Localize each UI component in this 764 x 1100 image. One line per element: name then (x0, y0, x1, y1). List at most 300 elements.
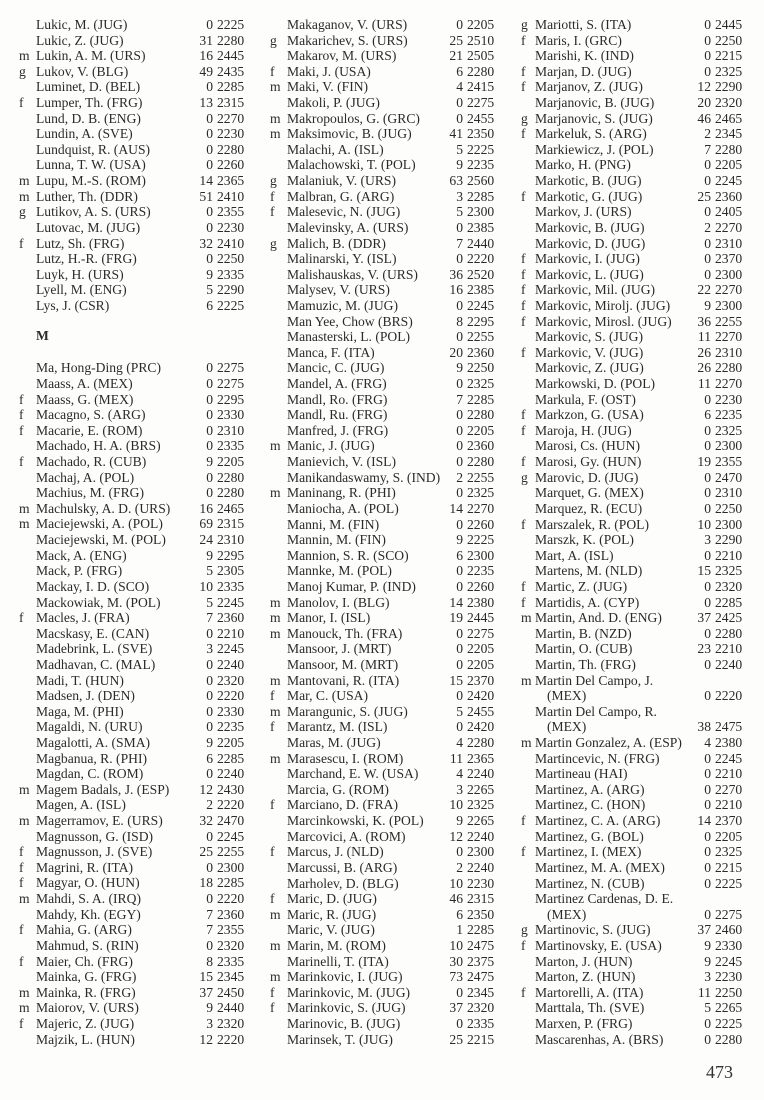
rating: 2450 (217, 984, 245, 1000)
player-entry (0, 844, 250, 860)
player-name: Madsen, J. (DEN) (36, 688, 135, 704)
player-name: Martinez, C. A. (ARG) (535, 813, 661, 829)
player-name: Martineau (HAI) (535, 766, 628, 782)
games-count: 0 (704, 781, 711, 797)
games-count: 37 (449, 1000, 463, 1016)
player-entry (251, 766, 503, 782)
rating: 2280 (467, 63, 495, 79)
player-entry (503, 891, 753, 907)
rating: 2365 (467, 750, 495, 766)
player-name: Marquez, R. (ECU) (535, 500, 643, 516)
rating: 2280 (467, 407, 495, 423)
rating: 2300 (715, 438, 743, 454)
games-count: 16 (449, 282, 463, 298)
games-count: 11 (697, 329, 711, 345)
title-marker: m (270, 610, 281, 626)
games-count: 0 (206, 360, 213, 376)
player-entry (503, 797, 753, 813)
games-count: 14 (449, 500, 463, 516)
player-entry (0, 751, 250, 767)
title-marker: m (521, 735, 532, 751)
player-entry (0, 64, 250, 80)
games-count: 1 (456, 922, 463, 938)
player-entry (0, 501, 250, 517)
games-count: 0 (206, 204, 213, 220)
games-count: 0 (206, 859, 213, 875)
games-count: 25 (449, 32, 463, 48)
player-name: Mandel, A. (FRG) (287, 376, 387, 392)
player-entry (503, 282, 753, 298)
player-entry (251, 813, 503, 829)
rating: 2275 (467, 95, 495, 111)
player-name: Mahia, G. (ARG) (36, 922, 132, 938)
games-count: 46 (697, 110, 711, 126)
rating: 2280 (715, 1031, 743, 1047)
player-entry (503, 641, 753, 657)
player-name: Mackay, I. D. (SCO) (36, 578, 150, 594)
rating: 2275 (715, 906, 743, 922)
player-name: Marchand, E. W. (USA) (287, 766, 419, 782)
player-name: Manasterski, L. (POL) (287, 329, 411, 345)
rating: 2370 (715, 251, 743, 267)
player-name: Markovic, B. (JUG) (535, 219, 645, 235)
games-count: 0 (456, 251, 463, 267)
player-name: Martens, M. (NLD) (535, 563, 643, 579)
games-count: 9 (456, 157, 463, 173)
title-marker: m (521, 672, 532, 688)
player-name: Maras, M. (JUG) (287, 735, 381, 751)
player-name: Markiewicz, J. (POL) (535, 141, 654, 157)
player-name: Martinez, I. (MEX) (535, 844, 642, 860)
title-marker: f (19, 407, 24, 423)
games-count: 5 (456, 703, 463, 719)
games-count: 6 (456, 547, 463, 563)
games-count: 7 (704, 141, 711, 157)
games-count: 0 (704, 625, 711, 641)
games-count: 4 (456, 79, 463, 95)
player-name: Marszk, K. (POL) (535, 532, 634, 548)
player-entry (503, 360, 753, 376)
title-marker: f (19, 859, 24, 875)
player-name: Marovic, D. (JUG) (535, 469, 639, 485)
title-marker: f (521, 344, 526, 360)
player-name: Luyk, H. (URS) (36, 266, 124, 282)
rating: 2225 (217, 17, 245, 32)
rating: 2320 (715, 578, 743, 594)
player-entry (251, 17, 503, 33)
player-entry (503, 907, 753, 923)
games-count: 9 (456, 532, 463, 548)
rating: 2245 (467, 297, 495, 313)
games-count: 18 (199, 875, 213, 891)
games-count: 10 (449, 937, 463, 953)
rating: 2225 (715, 875, 743, 891)
player-name: Manic, J. (JUG) (287, 438, 375, 454)
games-count: 5 (456, 141, 463, 157)
title-marker: f (521, 282, 526, 298)
column-1 (0, 17, 250, 1047)
games-count: 36 (697, 313, 711, 329)
title-marker: m (270, 594, 281, 610)
games-count: 0 (704, 32, 711, 48)
player-entry (251, 438, 503, 454)
player-name: Mack, A. (ENG) (36, 547, 127, 563)
player-entry (0, 704, 250, 720)
rating: 2445 (467, 610, 495, 626)
player-name: Marjanov, Z. (JUG) (535, 79, 643, 95)
player-name: Mascarenhas, A. (BRS) (535, 1031, 664, 1047)
player-name: Malaniuk, V. (URS) (287, 173, 397, 189)
player-name: Macles, J. (FRA) (36, 610, 130, 626)
rating: 2455 (467, 703, 495, 719)
games-count: 0 (704, 204, 711, 220)
games-count: 7 (456, 235, 463, 251)
player-entry (251, 470, 503, 486)
player-name: Markovic, Z. (JUG) (535, 360, 644, 376)
player-name: Lundin, A. (SVE) (36, 126, 133, 142)
player-name: Maniocha, A. (POL) (287, 500, 399, 516)
player-name: Maiorov, V. (URS) (36, 1000, 139, 1016)
player-name: Malachi, A. (ISL) (287, 141, 384, 157)
player-entry (503, 329, 753, 345)
player-name: Manor, I. (ISL) (287, 610, 371, 626)
games-count: 0 (456, 454, 463, 470)
title-marker: g (521, 922, 528, 938)
player-entry (0, 454, 250, 470)
games-count: 0 (206, 438, 213, 454)
rating: 2410 (217, 235, 245, 251)
rating: 2510 (467, 32, 495, 48)
player-entry (0, 875, 250, 891)
player-entry (503, 267, 753, 283)
player-name: Martin Del Campo, R. (535, 703, 657, 719)
games-count: 4 (704, 735, 711, 751)
rating: 2275 (217, 375, 245, 391)
rating: 2205 (467, 17, 495, 32)
rating: 2360 (467, 438, 495, 454)
rating: 2245 (217, 828, 245, 844)
player-entry (503, 548, 753, 564)
player-entry (503, 454, 753, 470)
player-entry (503, 501, 753, 517)
player-entry (251, 251, 503, 267)
player-entry (251, 735, 503, 751)
games-count: 0 (704, 485, 711, 501)
games-count: 9 (704, 953, 711, 969)
player-name: Lund, D. B. (ENG) (36, 110, 141, 126)
player-entry (0, 626, 250, 642)
title-marker: f (521, 844, 526, 860)
title-marker: f (19, 391, 24, 407)
rating: 2465 (715, 110, 743, 126)
player-name: Mar, C. (USA) (287, 688, 369, 704)
player-name: Makaganov, V. (URS) (287, 17, 408, 32)
title-marker: m (19, 188, 30, 204)
games-count: 0 (206, 219, 213, 235)
rating: 2295 (467, 313, 495, 329)
player-entry (251, 298, 503, 314)
rating: 2315 (467, 891, 495, 907)
rating: 2440 (217, 1000, 245, 1016)
player-name: Marosi, Cs. (HUN) (535, 438, 640, 454)
player-name: Martinez, A. (ARG) (535, 781, 645, 797)
player-entry (503, 126, 753, 142)
title-marker: f (19, 422, 24, 438)
player-name: Man Yee, Chow (BRS) (287, 313, 413, 329)
rating: 2290 (715, 532, 743, 548)
rating: 2350 (467, 126, 495, 142)
player-entry (251, 392, 503, 408)
player-name: Marangunic, S. (JUG) (287, 703, 408, 719)
rating: 2355 (217, 204, 245, 220)
player-name: Makarichev, S. (URS) (287, 32, 408, 48)
player-entry (251, 595, 503, 611)
rating: 2245 (715, 173, 743, 189)
player-entry (251, 688, 503, 704)
games-count: 0 (456, 688, 463, 704)
player-entry (503, 48, 753, 64)
column-3 (503, 17, 753, 1047)
rating: 2285 (467, 391, 495, 407)
games-count: 0 (206, 937, 213, 953)
games-count: 0 (206, 469, 213, 485)
title-marker: f (521, 937, 526, 953)
page-number: 473 (706, 1062, 733, 1082)
rating: 2300 (467, 204, 495, 220)
player-entry (503, 751, 753, 767)
games-count: 10 (449, 797, 463, 813)
title-marker: f (270, 719, 275, 735)
player-entry (0, 891, 250, 907)
title-marker: f (521, 984, 526, 1000)
games-count: 0 (456, 516, 463, 532)
rating: 2460 (715, 922, 743, 938)
player-name: Marton, Z. (HUN) (535, 969, 636, 985)
rating: 2285 (467, 922, 495, 938)
games-count: 12 (697, 79, 711, 95)
title-marker: g (270, 32, 277, 48)
title-marker: f (19, 922, 24, 938)
player-name: Malich, B. (DDR) (287, 235, 386, 251)
rating: 2300 (715, 516, 743, 532)
player-name: Maric, R. (JUG) (287, 906, 377, 922)
games-count: 31 (199, 32, 213, 48)
rating: 2270 (467, 500, 495, 516)
title-marker: m (19, 500, 30, 516)
games-count: 0 (456, 297, 463, 313)
games-count: 0 (456, 110, 463, 126)
player-entry (503, 532, 753, 548)
rating: 2465 (217, 500, 245, 516)
player-name: Magbanua, R. (PHI) (36, 750, 147, 766)
title-marker: f (270, 844, 275, 860)
games-count: 0 (704, 766, 711, 782)
rating: 2265 (467, 813, 495, 829)
player-entry (503, 236, 753, 252)
rating: 2275 (217, 360, 245, 376)
rating: 2380 (715, 735, 743, 751)
player-name: (MEX) (547, 688, 587, 704)
games-count: 0 (206, 656, 213, 672)
player-entry (503, 142, 753, 158)
title-marker: g (521, 110, 528, 126)
games-count: 0 (456, 844, 463, 860)
player-entry (251, 876, 503, 892)
games-count: 0 (456, 219, 463, 235)
player-entry (251, 282, 503, 298)
rating: 2325 (467, 797, 495, 813)
player-entry (251, 1016, 503, 1032)
title-marker: f (521, 63, 526, 79)
player-entry (0, 548, 250, 564)
player-entry (0, 532, 250, 548)
title-marker: f (521, 251, 526, 267)
rating: 2240 (217, 766, 245, 782)
title-marker: g (521, 17, 528, 32)
player-name: Marholev, D. (BLG) (287, 875, 399, 891)
player-name: Lumper, Th. (FRG) (36, 95, 143, 111)
rating: 2210 (217, 625, 245, 641)
player-name: Malysev, V. (URS) (287, 282, 390, 298)
games-count: 21 (449, 48, 463, 64)
rating: 2255 (715, 313, 743, 329)
rating: 2230 (217, 126, 245, 142)
rating: 2325 (467, 485, 495, 501)
games-count: 2 (704, 219, 711, 235)
player-entry (251, 173, 503, 189)
games-count: 2 (206, 797, 213, 813)
rating: 2280 (715, 625, 743, 641)
title-marker: f (521, 32, 526, 48)
player-name: Marinsek, T. (JUG) (287, 1031, 393, 1047)
rating: 2440 (467, 235, 495, 251)
player-name: Macskasy, E. (CAN) (36, 625, 150, 641)
title-marker: f (19, 95, 24, 111)
player-name: Majeric, Z. (JUG) (36, 1015, 135, 1031)
player-entry (251, 657, 503, 673)
player-entry (0, 236, 250, 252)
player-name: Ma, Hong-Ding (PRC) (36, 360, 161, 376)
player-name: Lutz, Sh. (FRG) (36, 235, 125, 251)
player-entry (503, 17, 753, 33)
player-entry (0, 95, 250, 111)
player-name: Marton, J. (HUN) (535, 953, 633, 969)
rating: 2315 (217, 95, 245, 111)
rating: 2205 (467, 641, 495, 657)
player-entry (0, 516, 250, 532)
games-count: 0 (206, 672, 213, 688)
player-entry (0, 251, 250, 267)
rating: 2305 (217, 563, 245, 579)
player-name: Marxen, P. (FRG) (535, 1016, 633, 1031)
rating: 2320 (467, 1000, 495, 1016)
games-count: 0 (206, 110, 213, 126)
player-entry (0, 189, 250, 205)
player-entry (251, 985, 503, 1001)
rating: 2475 (467, 969, 495, 985)
title-marker: f (521, 266, 526, 282)
games-count: 8 (456, 313, 463, 329)
games-count: 15 (199, 969, 213, 985)
player-name: Mack, P. (FRG) (36, 563, 123, 579)
rating: 2215 (715, 48, 743, 64)
rating: 2280 (715, 141, 743, 157)
games-count: 0 (704, 906, 711, 922)
player-name: Maric, V. (JUG) (287, 922, 375, 938)
games-count: 0 (206, 157, 213, 173)
player-entry (503, 189, 753, 205)
player-entry (503, 938, 753, 954)
player-name: Markovic, S. (JUG) (535, 329, 643, 345)
games-count: 0 (206, 79, 213, 95)
title-marker: g (19, 204, 26, 220)
rating: 2250 (467, 360, 495, 376)
player-entry (0, 423, 250, 439)
games-count: 0 (206, 407, 213, 423)
games-count: 7 (456, 391, 463, 407)
player-entry (0, 813, 250, 829)
rating: 2245 (715, 750, 743, 766)
player-name: Mancic, C. (JUG) (287, 360, 385, 376)
player-entry (0, 173, 250, 189)
games-count: 5 (704, 1000, 711, 1016)
player-name: Martin, And. D. (ENG) (535, 610, 662, 626)
player-name: Maki, J. (USA) (287, 63, 371, 79)
title-marker: m (270, 126, 281, 142)
player-entry (503, 423, 753, 439)
rating: 2300 (467, 844, 495, 860)
games-count: 51 (199, 188, 213, 204)
player-name: Mansoor, M. (MRT) (287, 656, 399, 672)
games-count: 38 (697, 719, 711, 735)
games-count: 5 (206, 594, 213, 610)
player-entry (251, 922, 503, 938)
games-count: 30 (449, 953, 463, 969)
rating: 2295 (217, 547, 245, 563)
player-entry (503, 314, 753, 330)
player-entry (503, 860, 753, 876)
games-count: 9 (206, 735, 213, 750)
games-count: 0 (704, 157, 711, 173)
title-marker: m (270, 703, 281, 719)
rating: 2205 (467, 656, 495, 672)
player-entry (0, 126, 250, 142)
player-name: Manoj Kumar, P. (IND) (287, 578, 416, 594)
player-entry (503, 157, 753, 173)
title-marker: f (19, 875, 24, 891)
player-name: Marszalek, R. (POL) (535, 516, 650, 532)
rating: 2285 (467, 188, 495, 204)
player-entry (0, 688, 250, 704)
rating: 2215 (467, 1031, 495, 1047)
rating: 2245 (217, 641, 245, 657)
rating: 2285 (715, 594, 743, 610)
player-name: Mannke, M. (POL) (287, 563, 392, 579)
rating: 2335 (467, 1016, 495, 1031)
rating: 2280 (217, 32, 245, 48)
games-count: 0 (704, 251, 711, 267)
player-name: Mahmud, S. (RIN) (36, 937, 139, 953)
title-marker: f (270, 688, 275, 704)
player-name: (MEX) (547, 719, 587, 735)
player-entry (503, 407, 753, 423)
rating: 2205 (217, 454, 245, 470)
title-marker: f (521, 126, 526, 142)
player-entry (0, 766, 250, 782)
rating: 2295 (217, 391, 245, 407)
rating: 2270 (217, 110, 245, 126)
rating: 2425 (715, 610, 743, 626)
